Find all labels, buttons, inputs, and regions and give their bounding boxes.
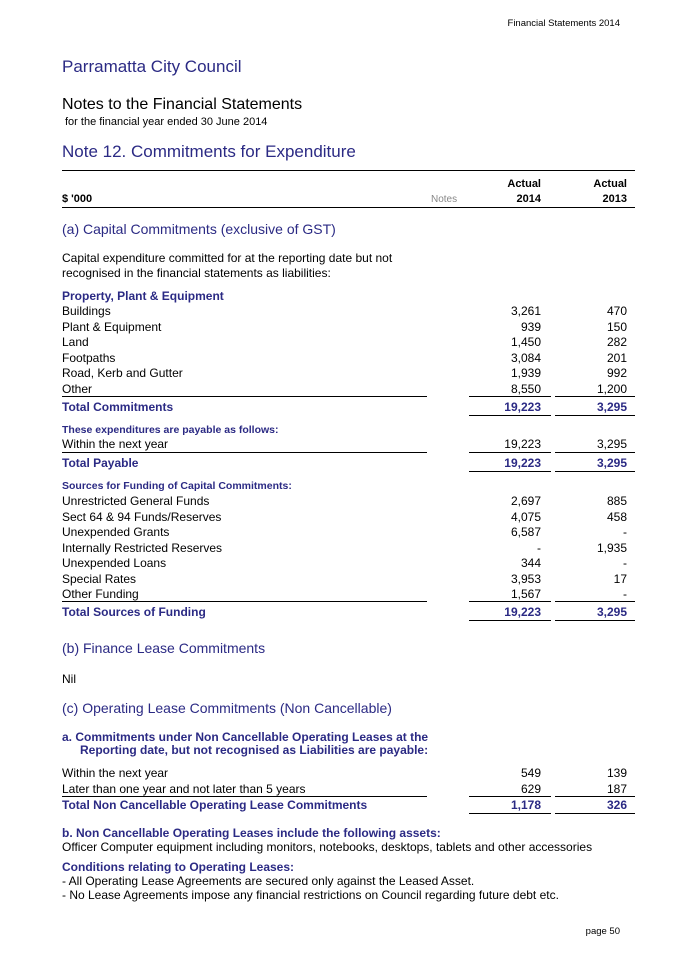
payable-rule-2013 [555, 452, 635, 453]
total-lease-label: Total Non Cancellable Operating Lease Commitments [62, 798, 368, 812]
ppe-row [62, 351, 635, 366]
title-divider [62, 170, 635, 171]
section-a-title: (a) Capital Commitments (exclusive of GST) [62, 221, 336, 237]
condition-item: - All Operating Lease Agreements are secured only against the Leased Asset. [62, 874, 475, 888]
funding-label: Unexpended Loans [62, 556, 167, 570]
total-lease-2013: 326 [606, 798, 627, 812]
total-payable-underline-2013 [555, 471, 635, 472]
funding-rule-2014 [469, 601, 551, 602]
ppe-2014: 3,261 [510, 304, 541, 318]
operating-lease-row-2014: 629 [520, 782, 541, 796]
condition-item: - No Lease Agreements impose any financial restrictions on Council regarding future debt etc. [62, 888, 559, 902]
ppe-2014: 1,450 [510, 335, 541, 349]
total-funding-label: Total Sources of Funding [62, 605, 206, 619]
funding-label: Sect 64 & 94 Funds/Reserves [62, 509, 222, 524]
ppe-row [62, 320, 635, 335]
council-name: Parramatta City Council [62, 57, 242, 76]
operating-lease-row-label: Later than one year and not later than 5 years [62, 782, 306, 796]
payable-row [62, 437, 635, 452]
note-title: Note 12. Commitments for Expenditure [62, 142, 356, 161]
lease-rule-2013 [555, 796, 635, 797]
total-commitments-underline-2013 [555, 415, 635, 416]
total-payable-underline-2014 [469, 471, 551, 472]
ppe-2014: 8,550 [510, 381, 541, 396]
ppe-2013: 992 [606, 366, 627, 380]
total-lease-underline-2013 [555, 813, 635, 814]
funding-heading: Sources for Funding of Capital Commitments: [62, 480, 292, 492]
ppe-label: Buildings [62, 304, 111, 318]
header-divider [62, 207, 635, 208]
ppe-row [62, 366, 635, 381]
total-funding-underline-2014 [469, 620, 551, 621]
total-commitments-row [62, 400, 635, 415]
section-b-title: (b) Finance Lease Commitments [62, 640, 266, 656]
ppe-2014: 1,939 [510, 366, 541, 380]
funding-rule-2013 [555, 601, 635, 602]
operating-lease-row-2013: 187 [606, 782, 627, 796]
payable-rule-2014 [469, 452, 551, 453]
funding-2014: 3,953 [510, 571, 541, 586]
lease-rule-2014 [469, 796, 551, 797]
operating-lease-row [62, 782, 635, 797]
funding-2013: - [623, 587, 627, 601]
total-payable-2014: 19,223 [504, 456, 541, 470]
funding-label: Internally Restricted Reserves [62, 540, 223, 555]
ppe-label: Other [62, 381, 93, 396]
funding-2014: 2,697 [510, 494, 541, 508]
funding-row [62, 556, 635, 571]
financial-year: for the financial year ended 30 June 2014 [65, 116, 268, 128]
payable-heading: These expenditures are payable as follows: [62, 424, 279, 436]
funding-2014: 344 [520, 556, 541, 570]
funding-2014: - [537, 540, 541, 555]
funding-2013: 458 [606, 509, 627, 524]
section-c-b-body: Officer Computer equipment including monitors, notebooks, desktops, tablets and other accessories [62, 840, 593, 854]
ppe-2013: 1,200 [596, 381, 627, 396]
ppe-rule-label [62, 396, 427, 397]
ppe-label: Plant & Equipment [62, 319, 162, 334]
ppe-row [62, 382, 635, 397]
total-lease-row [62, 798, 635, 813]
section-c-b-heading: b. Non Cancellable Operating Leases include the following assets: [62, 826, 441, 840]
ppe-label: Land [62, 335, 89, 349]
funding-2013: - [623, 556, 627, 570]
ppe-2013: 282 [606, 335, 627, 349]
total-commitments-label: Total Commitments [62, 400, 174, 414]
ppe-rule-2014 [469, 396, 551, 397]
total-commitments-2013: 3,295 [596, 400, 627, 414]
ppe-2013: 150 [606, 319, 627, 334]
total-payable-row [62, 456, 635, 471]
ppe-heading: Property, Plant & Equipment [62, 289, 224, 303]
ppe-label: Footpaths [62, 350, 116, 365]
funding-row [62, 510, 635, 525]
payable-row-2013: 3,295 [596, 437, 627, 451]
page-number: page 50 [585, 926, 620, 937]
total-commitments-underline-2014 [469, 415, 551, 416]
funding-rule-label [62, 601, 427, 602]
document-title: Financial Statements 2014 [507, 18, 620, 29]
total-payable-label: Total Payable [62, 456, 139, 470]
ppe-row [62, 335, 635, 350]
funding-label: Special Rates [62, 571, 137, 586]
col-year-2013: 2013 [602, 193, 627, 205]
funding-2013: 17 [613, 571, 627, 586]
funding-2013: 1,935 [596, 540, 627, 555]
col-actual-2013: Actual [593, 178, 627, 190]
total-lease-2014: 1,178 [510, 798, 541, 812]
funding-row [62, 541, 635, 556]
funding-2014: 1,567 [510, 587, 541, 601]
ppe-row [62, 304, 635, 319]
payable-row-2014: 19,223 [504, 437, 541, 451]
notes-column-label: Notes [431, 194, 458, 205]
funding-label: Unrestricted General Funds [62, 494, 210, 508]
section-c-a-line-1: a. Commitments under Non Cancellable Operating Leases at the [62, 730, 429, 744]
col-year-2014: 2014 [516, 193, 541, 205]
section-c-a-line-2: Reporting date, but not recognised as Liabilities are payable: [80, 743, 429, 757]
funding-label: Unexpended Grants [62, 525, 170, 539]
section-c-title: (c) Operating Lease Commitments (Non Cancellable) [62, 700, 392, 716]
operating-lease-row [62, 766, 635, 781]
funding-2014: 6,587 [510, 525, 541, 539]
funding-row [62, 525, 635, 540]
total-lease-underline-2014 [469, 813, 551, 814]
ppe-2013: 201 [606, 350, 627, 365]
funding-row [62, 572, 635, 587]
ppe-label: Road, Kerb and Gutter [62, 366, 183, 380]
ppe-2014: 3,084 [510, 350, 541, 365]
total-payable-2013: 3,295 [596, 456, 627, 470]
total-commitments-2014: 19,223 [504, 400, 541, 414]
funding-2013: - [623, 525, 627, 539]
funding-row [62, 494, 635, 509]
operating-lease-row-label: Within the next year [62, 766, 169, 780]
section-b-body: Nil [62, 672, 76, 686]
funding-label: Other Funding [62, 587, 139, 601]
total-funding-underline-2013 [555, 620, 635, 621]
funding-2013: 885 [606, 494, 627, 508]
ppe-2014: 939 [520, 319, 541, 334]
payable-rule-label [62, 452, 427, 453]
funding-row [62, 587, 635, 602]
funding-2014: 4,075 [510, 509, 541, 524]
total-funding-row [62, 605, 635, 620]
notes-title: Notes to the Financial Statements [62, 96, 303, 113]
total-funding-2013: 3,295 [596, 605, 627, 619]
col-actual-2014: Actual [507, 178, 541, 190]
total-funding-2014: 19,223 [504, 605, 541, 619]
operating-lease-row-2014: 549 [520, 766, 541, 780]
operating-lease-row-2013: 139 [606, 766, 627, 780]
units-label: $ '000 [62, 193, 93, 205]
lease-rule-label [62, 796, 427, 797]
ppe-2013: 470 [606, 304, 627, 318]
payable-row-label: Within the next year [62, 437, 169, 451]
section-a-intro-line-2: recognised in the financial statements as liabilities: [62, 266, 331, 280]
section-a-intro-line-1: Capital expenditure committed for at the reporting date but not [62, 251, 393, 265]
conditions-heading: Conditions relating to Operating Leases: [62, 860, 295, 874]
ppe-rule-2013 [555, 396, 635, 397]
